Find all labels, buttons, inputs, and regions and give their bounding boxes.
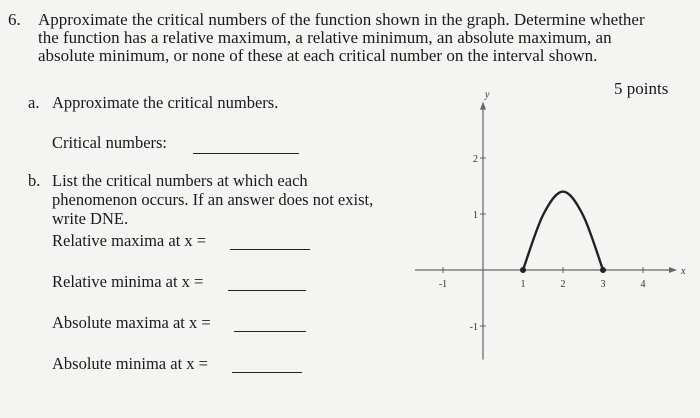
- graph-axes: [415, 92, 686, 360]
- y-axis-arrow: [480, 102, 486, 110]
- relative-minima-label: Relative minima at x =: [52, 272, 204, 291]
- absolute-minima-label: Absolute minima at x =: [52, 354, 208, 373]
- absolute-maxima-label: Absolute maxima at x =: [52, 313, 211, 332]
- y-tick-label: -1: [469, 322, 478, 333]
- critical-numbers-input[interactable]: [193, 153, 299, 154]
- x-tick-label: 1: [520, 279, 526, 290]
- relative-maxima-input[interactable]: [230, 249, 310, 250]
- x-tick-label: 2: [560, 279, 566, 290]
- relative-maxima-label: Relative maxima at x =: [52, 231, 207, 250]
- graph-ticks: [439, 154, 646, 333]
- y-tick-label: 2: [473, 154, 478, 165]
- absolute-minima-input[interactable]: [232, 372, 302, 373]
- x-tick-label: 4: [640, 279, 646, 290]
- question-text-line-2: the function has a relative maximum, a relative minimum, an absolute maximum, an: [38, 28, 612, 47]
- part-b-label: b.: [28, 171, 41, 190]
- endpoint-dot: [520, 267, 526, 273]
- question-number: 6.: [8, 10, 21, 29]
- part-b-text-line-1: List the critical numbers at which each: [52, 171, 308, 190]
- x-axis-label: x: [681, 266, 686, 277]
- function-graph: [408, 92, 690, 392]
- question-text-line-1: Approximate the critical numbers of the function shown in the graph. Determine whether: [38, 10, 645, 29]
- part-a-text: Approximate the critical numbers.: [52, 93, 279, 112]
- x-axis-arrow: [669, 267, 677, 273]
- part-b-text-line-2: phenomenon occurs. If an answer does not exist,: [52, 190, 374, 209]
- endpoint-dot: [600, 267, 606, 273]
- question-text-line-3: absolute minimum, or none of these at each critical number on the interval shown.: [38, 46, 598, 65]
- graph-curve-layer: [520, 192, 606, 273]
- x-tick-label: -1: [438, 279, 448, 290]
- part-b-text-line-3: write DNE.: [52, 209, 129, 228]
- points-label: 5 points: [614, 79, 669, 98]
- y-tick-label: 1: [473, 210, 478, 221]
- function-curve: [523, 192, 603, 270]
- x-tick-label: 3: [600, 279, 606, 290]
- critical-numbers-label: Critical numbers:: [52, 133, 168, 152]
- relative-minima-input[interactable]: [228, 290, 306, 291]
- absolute-maxima-input[interactable]: [234, 331, 306, 332]
- y-axis-label: y: [485, 92, 490, 101]
- part-a-label: a.: [28, 93, 40, 112]
